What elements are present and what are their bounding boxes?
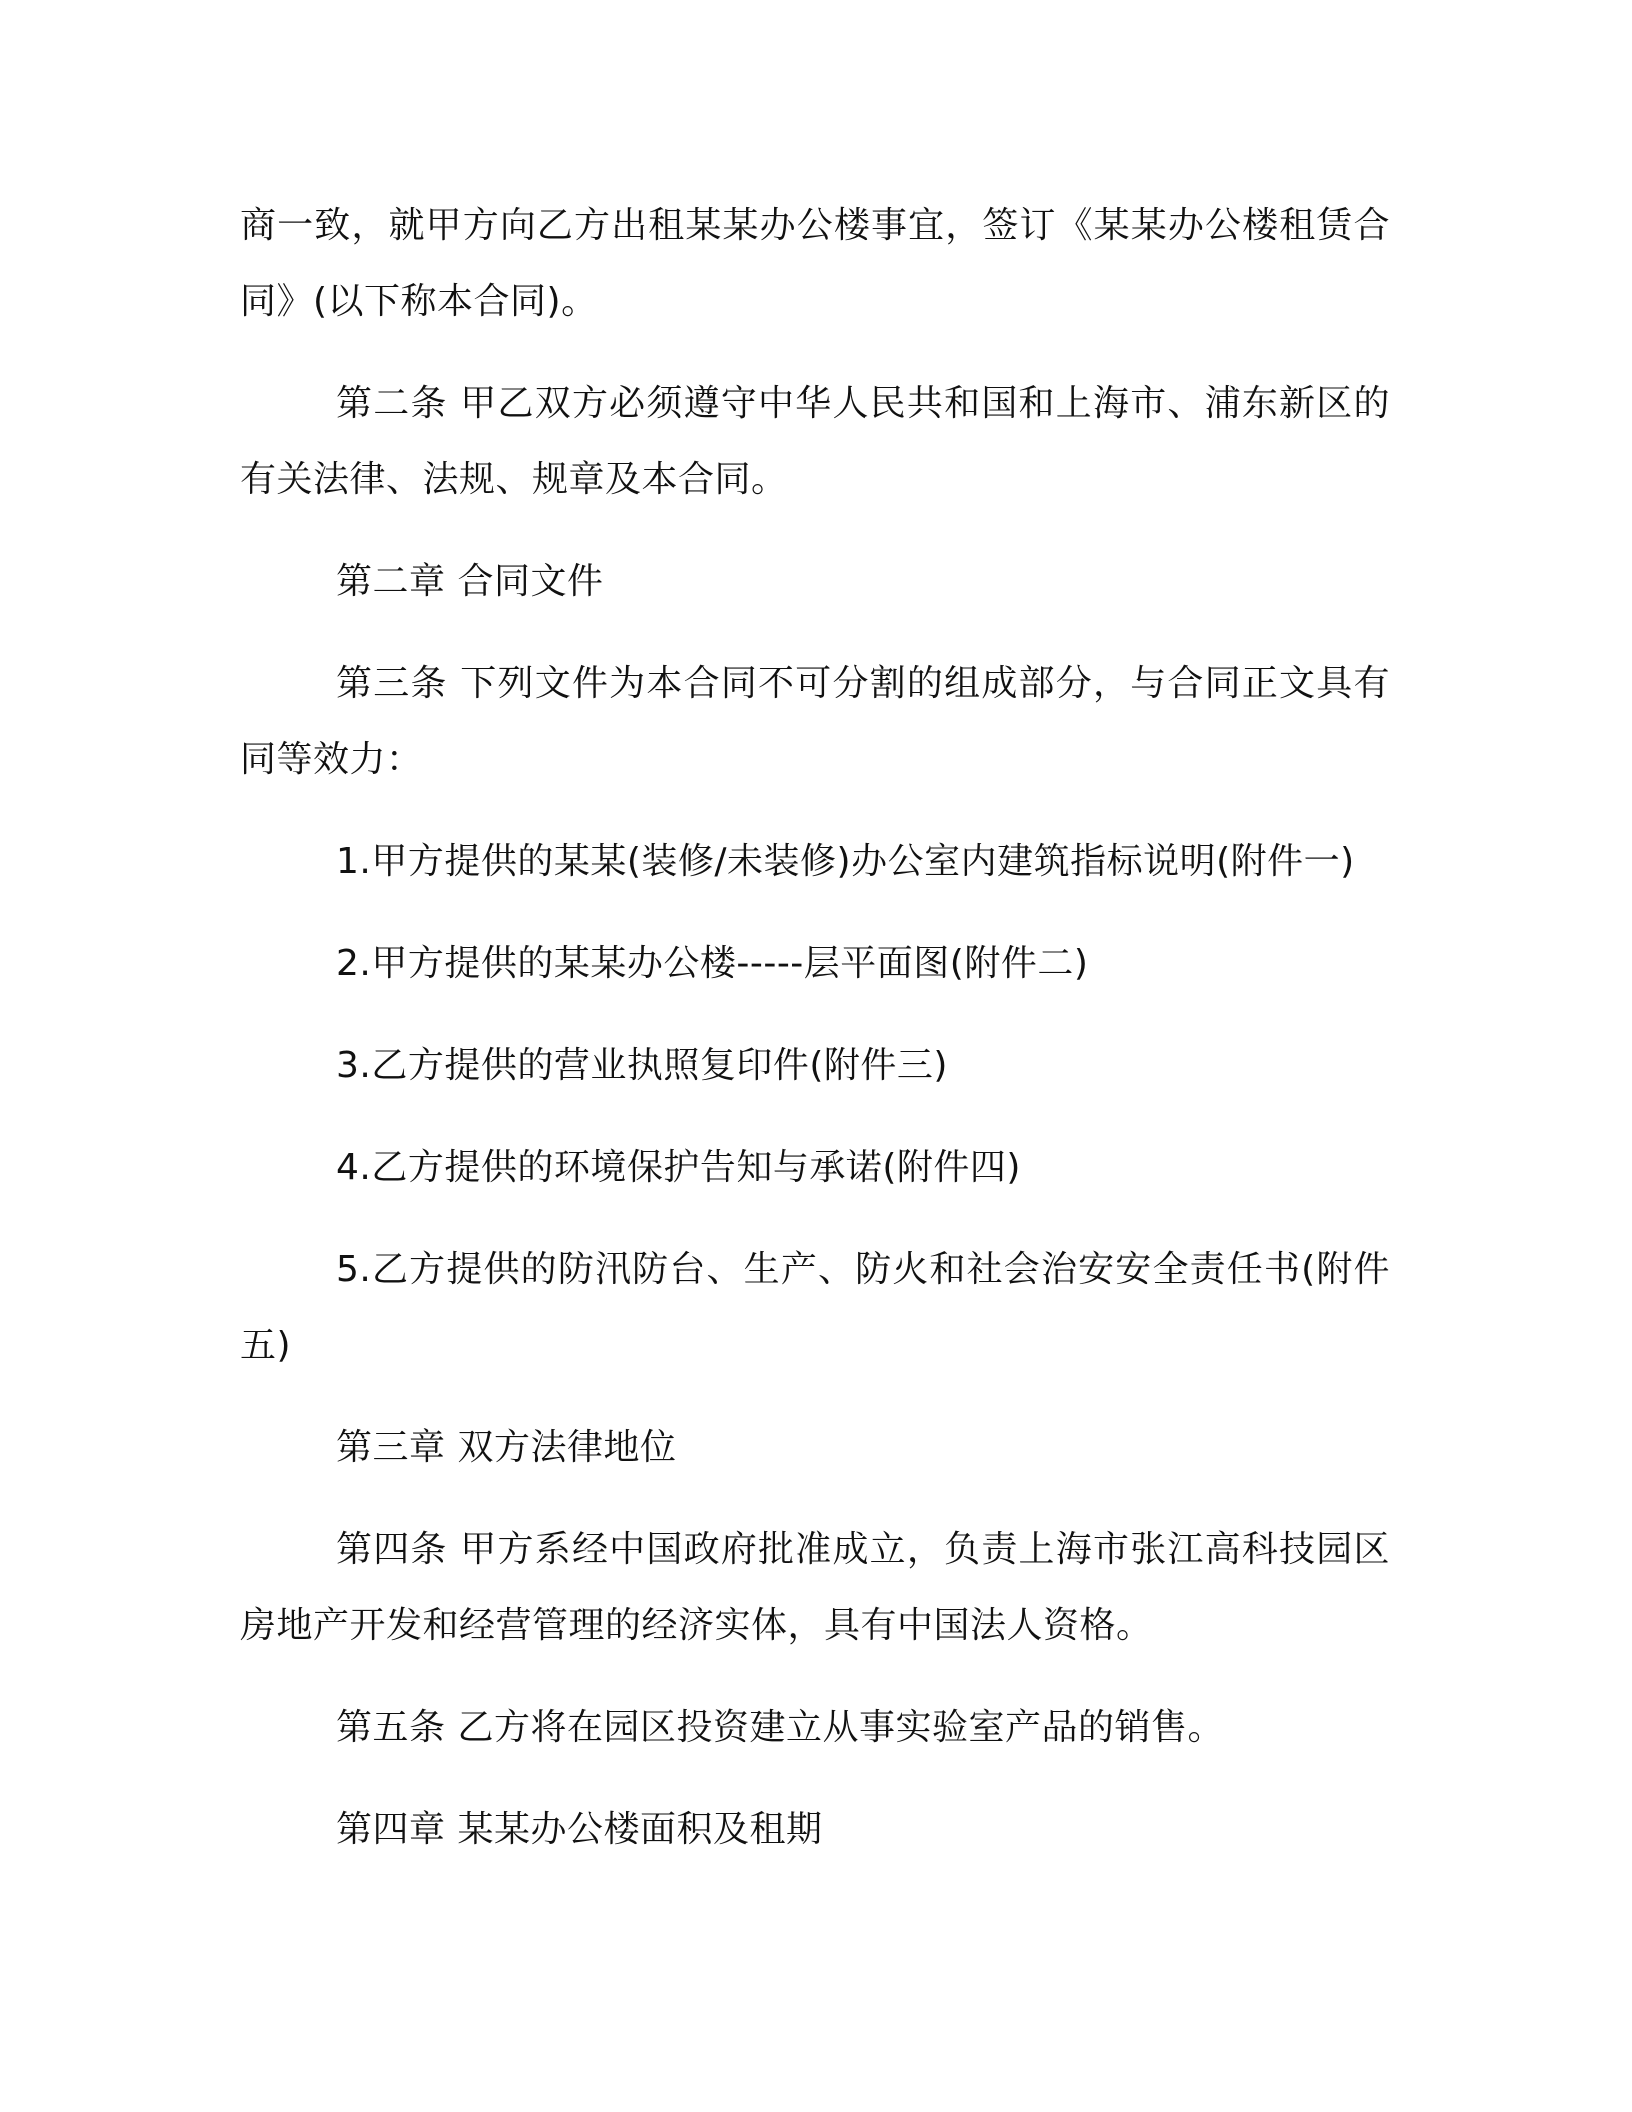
paragraph-spacer: [240, 1766, 1390, 1792]
chapter-3-heading: 第三章 双方法律地位: [336, 1427, 677, 1468]
paragraph-spacer: [240, 900, 1390, 926]
paragraph-spacer: [240, 1664, 1390, 1690]
list-item-attachment-1: 1.甲方提供的某某(装修/未装修)办公室内建筑指标说明(附件一): [336, 841, 1355, 882]
paragraph-intro-continuation: 商一致，就甲方向乙方出租某某办公楼事宜，签订《某某办公楼租赁合同》(以下称本合同)。: [240, 205, 1390, 322]
list-item-attachment-5: 5.乙方提供的防汛防台、生产、防火和社会治安安全责任书(附件五): [240, 1249, 1390, 1366]
paragraph-spacer: [240, 1206, 1390, 1232]
paragraph-spacer: [240, 1486, 1390, 1512]
article-5: 第五条 乙方将在园区投资建立从事实验室产品的销售。: [336, 1707, 1224, 1748]
article-4: 第四条 甲方系经中国政府批准成立，负责上海市张江高科技园区房地产开发和经营管理的经济实体，具有中国法人资格。: [240, 1529, 1390, 1646]
paragraph-spacer: [240, 340, 1390, 366]
list-item-attachment-3: 3.乙方提供的营业执照复印件(附件三): [336, 1045, 948, 1086]
chapter-4-heading: 第四章 某某办公楼面积及租期: [336, 1809, 823, 1850]
article-3: 第三条 下列文件为本合同不可分割的组成部分，与合同正文具有同等效力：: [240, 663, 1390, 780]
list-item-attachment-2: 2.甲方提供的某某办公楼-----层平面图(附件二): [336, 943, 1089, 984]
list-item-attachment-4: 4.乙方提供的环境保护告知与承诺(附件四): [336, 1147, 1021, 1188]
article-2: 第二条 甲乙双方必须遵守中华人民共和国和上海市、浦东新区的有关法律、法规、规章及本合同。: [240, 383, 1390, 500]
paragraph-spacer: [240, 798, 1390, 824]
paragraph-spacer: [240, 1104, 1390, 1130]
paragraph-spacer: [240, 518, 1390, 544]
paragraph-spacer: [240, 1002, 1390, 1028]
paragraph-spacer: [240, 620, 1390, 646]
chapter-2-heading: 第二章 合同文件: [336, 561, 604, 602]
paragraph-spacer: [240, 1384, 1390, 1410]
document-body: [240, 188, 1390, 1868]
